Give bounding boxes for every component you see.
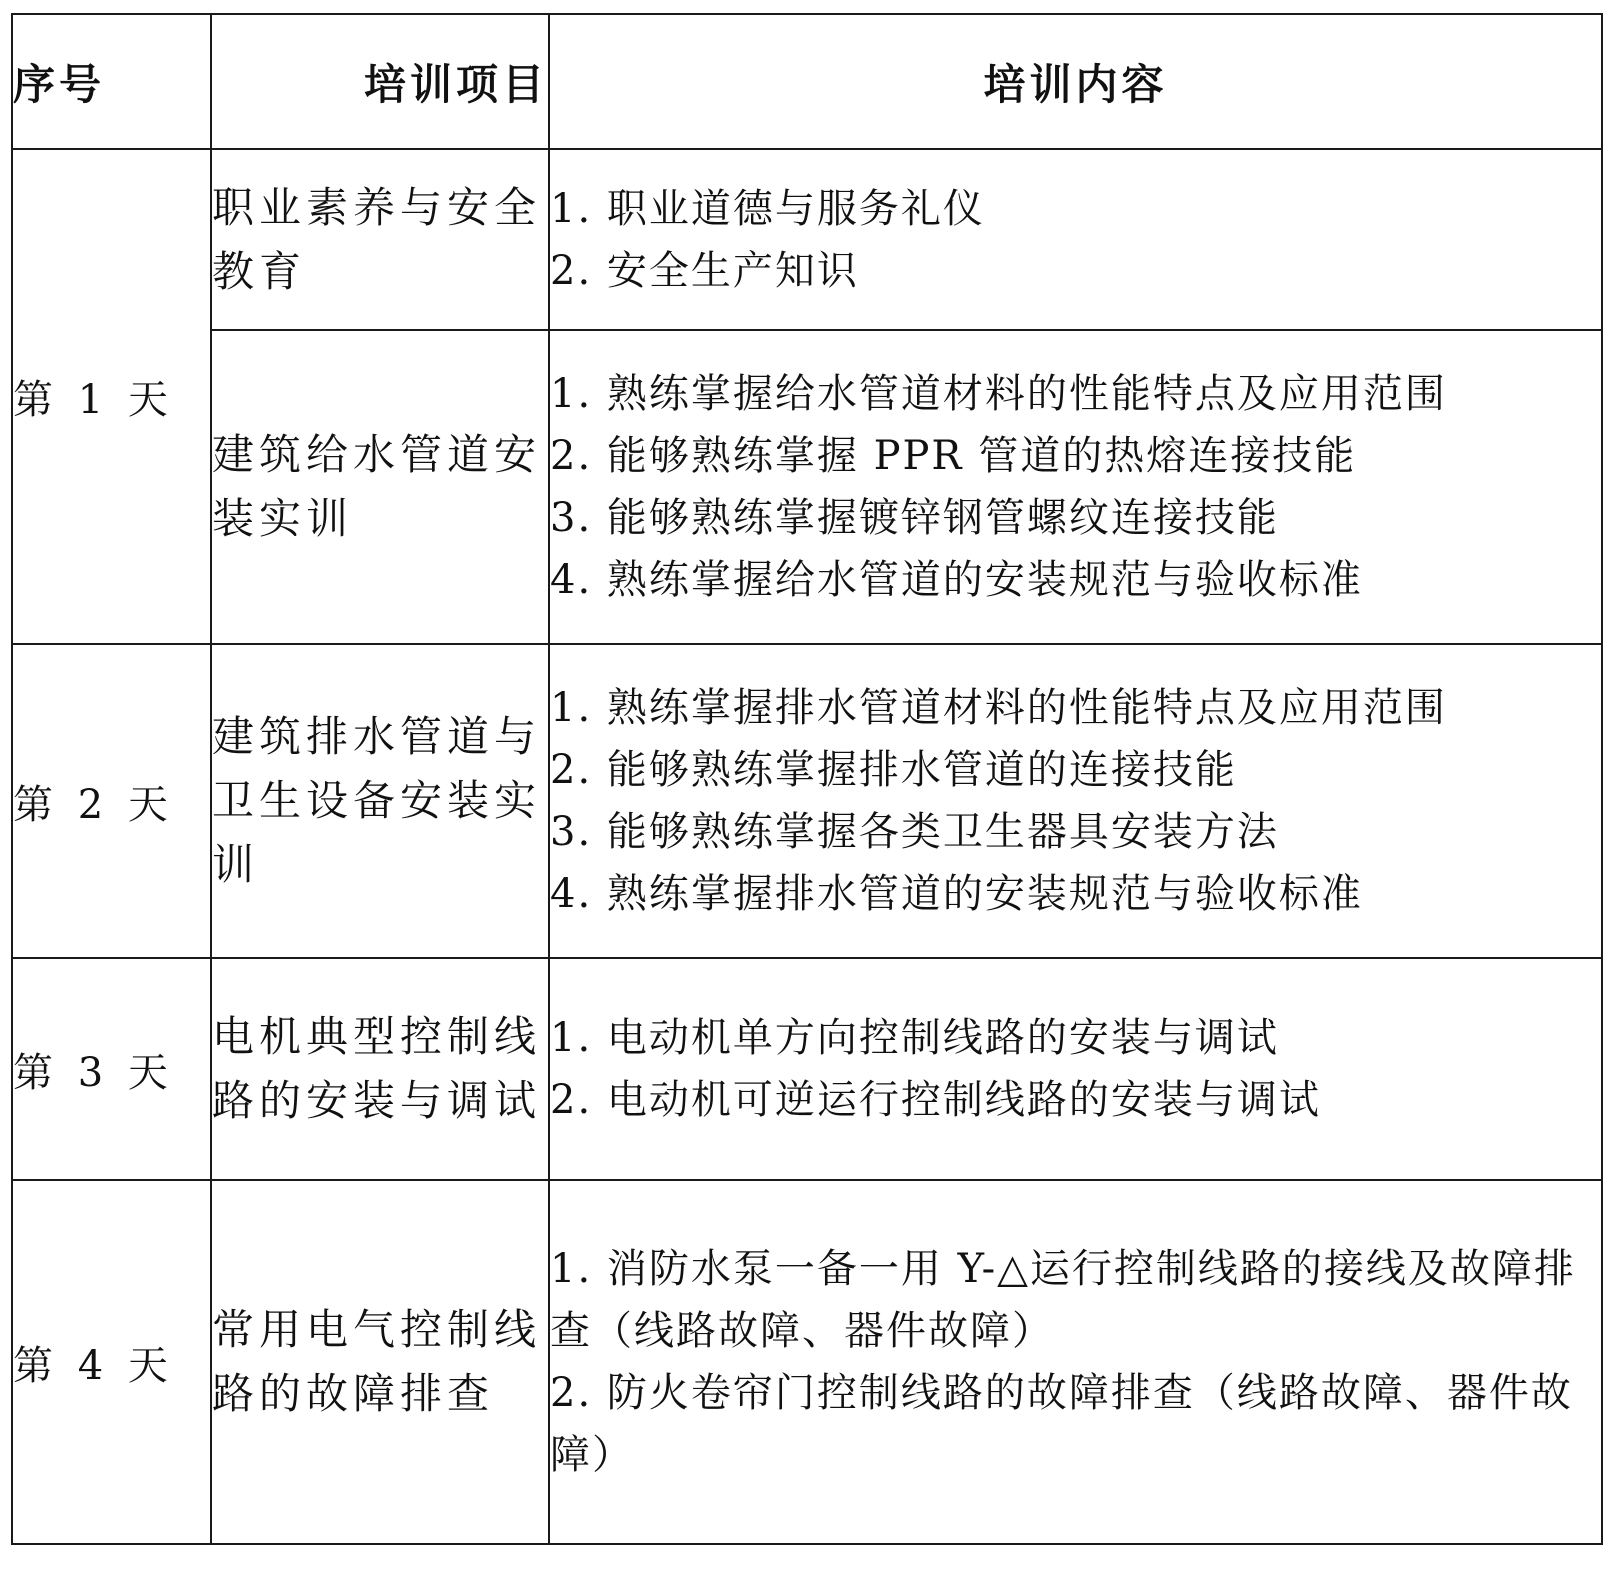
day-cell: 第 3 天 [12, 958, 211, 1180]
content-line: 3. 能够熟练掌握镀锌钢管螺纹连接技能 [550, 495, 1279, 541]
content-cell [549, 330, 1602, 644]
content-line: 2. 安全生产知识 [550, 247, 859, 294]
table-row [12, 1180, 1602, 1544]
table-row [12, 644, 1602, 958]
training-schedule-table [11, 13, 1603, 1545]
content-cell [549, 958, 1602, 1180]
content-line: 2. 防火卷帘门控制线路的故障排查（线路故障、器件故障） [550, 1370, 1573, 1478]
table-row [12, 330, 1602, 644]
table-row [12, 149, 1602, 330]
content-line: 3. 能够熟练掌握各类卫生器具安装方法 [550, 809, 1279, 855]
content-line: 4. 熟练掌握排水管道的安装规范与验收标准 [550, 871, 1363, 917]
project-cell: 职业素养与安全教育 [211, 149, 549, 330]
day-cell: 第 2 天 [12, 644, 211, 958]
day-cell: 第 1 天 [12, 149, 211, 644]
content-cell [549, 149, 1602, 330]
table-row [12, 958, 1602, 1180]
content-line: 2. 能够熟练掌握排水管道的连接技能 [550, 747, 1237, 793]
content-line: 2. 能够熟练掌握 PPR 管道的热熔连接技能 [550, 433, 1357, 479]
day-cell: 第 4 天 [12, 1180, 211, 1544]
content-cell [549, 644, 1602, 958]
table-header-row [12, 14, 1602, 149]
content-line: 2. 电动机可逆运行控制线路的安装与调试 [550, 1077, 1321, 1123]
content-line: 1. 熟练掌握给水管道材料的性能特点及应用范围 [550, 371, 1447, 417]
project-cell: 电机典型控制线路的安装与调试 [211, 958, 549, 1180]
content-line: 1. 消防水泵一备一用 Y-△运行控制线路的接线及故障排查（线路故障、器件故障） [550, 1246, 1576, 1354]
content-line: 1. 熟练掌握排水管道材料的性能特点及应用范围 [550, 685, 1447, 731]
project-cell: 建筑排水管道与卫生设备安装实训 [211, 644, 549, 958]
content-line: 1. 职业道德与服务礼仪 [550, 185, 985, 232]
content-cell [549, 1180, 1602, 1544]
project-cell: 常用电气控制线路的故障排查 [211, 1180, 549, 1544]
header-project: 培训项目 [211, 14, 549, 149]
header-serial: 序号 [12, 14, 211, 149]
content-line: 1. 电动机单方向控制线路的安装与调试 [550, 1015, 1279, 1061]
header-content: 培训内容 [549, 14, 1602, 149]
project-cell: 建筑给水管道安装实训 [211, 330, 549, 644]
content-line: 4. 熟练掌握给水管道的安装规范与验收标准 [550, 557, 1363, 603]
